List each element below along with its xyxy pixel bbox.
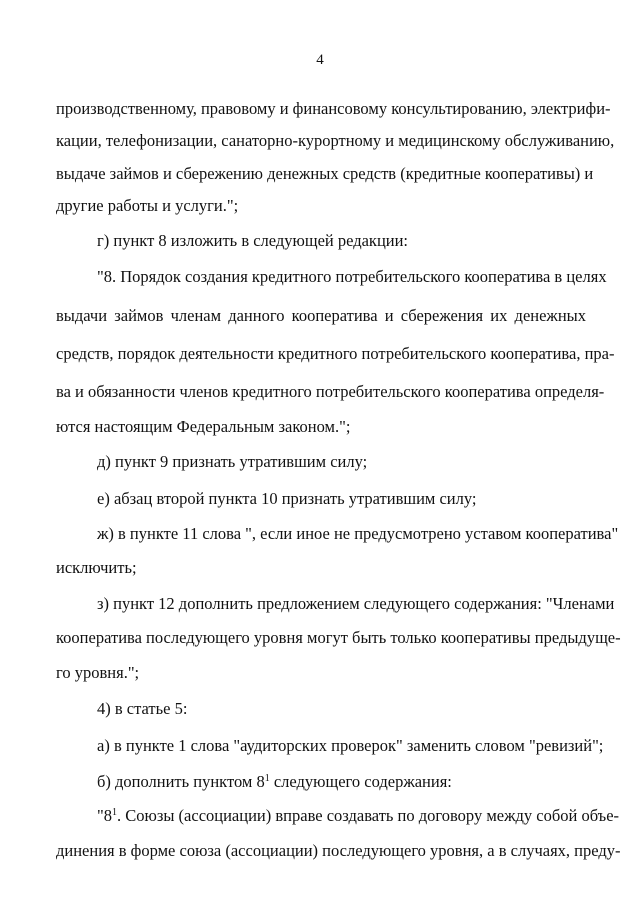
text-line: г) пункт 8 изложить в следующей редакции: <box>97 231 409 250</box>
text-line: ются настоящим Федеральным законом."; <box>56 417 351 436</box>
text-line <box>97 806 620 826</box>
text-line: ва и обязанности членов кредитного потребительского кооператива определя- <box>56 382 605 401</box>
text-line: кации, телефонизации, санаторно-курортному и медицинскому обслуживанию, <box>56 131 615 150</box>
text-line <box>97 772 586 792</box>
text-line: другие работы и услуги."; <box>56 196 239 215</box>
superscript: 1 <box>112 807 117 818</box>
text-line: динения в форме союза (ассоциации) последующего уровня, а в случаях, преду- <box>56 841 621 860</box>
text-line: производственному, правовому и финансовому консультированию, электрифи- <box>56 99 611 118</box>
superscript: 1 <box>264 773 270 784</box>
text-line: 4) в статье 5: <box>97 699 188 718</box>
page-number: 4 <box>316 52 324 68</box>
text-fragment: "8 <box>97 806 112 825</box>
text-fragment: б) дополнить пунктом 8 <box>97 772 265 791</box>
text-line: выдаче займов и сбережению денежных средств (кредитные кооперативы) и <box>56 164 594 183</box>
text-line: го уровня."; <box>56 663 140 682</box>
text-line: з) пункт 12 дополнить предложением следующего содержания: "Членами <box>97 594 615 613</box>
text-line: е) абзац второй пункта 10 признать утратившим силу; <box>97 489 477 508</box>
text-fragment: . Союзы (ассоциации) вправе создавать по договору между собой объе- <box>117 806 620 825</box>
text-line: кооператива последующего уровня могут быть только кооперативы предыдуще- <box>56 628 621 647</box>
text-line: выдачи займов членам данного кооператива и сбережения их денежных <box>56 306 586 325</box>
text-line: а) в пункте 1 слова "аудиторских проверок" заменить словом "ревизий"; <box>97 736 604 755</box>
text-line: ж) в пункте 11 слова ", если иное не предусмотрено уставом кооператива" <box>97 524 619 543</box>
text-line: средств, порядок деятельности кредитного потребительского кооператива, пра- <box>56 344 615 363</box>
text-line: "8. Порядок создания кредитного потребительского кооператива в целях <box>97 267 607 286</box>
text-fragment: следующего содержания: <box>269 772 452 791</box>
text-line: д) пункт 9 признать утратившим силу; <box>97 452 368 471</box>
text-line: исключить; <box>56 558 137 577</box>
